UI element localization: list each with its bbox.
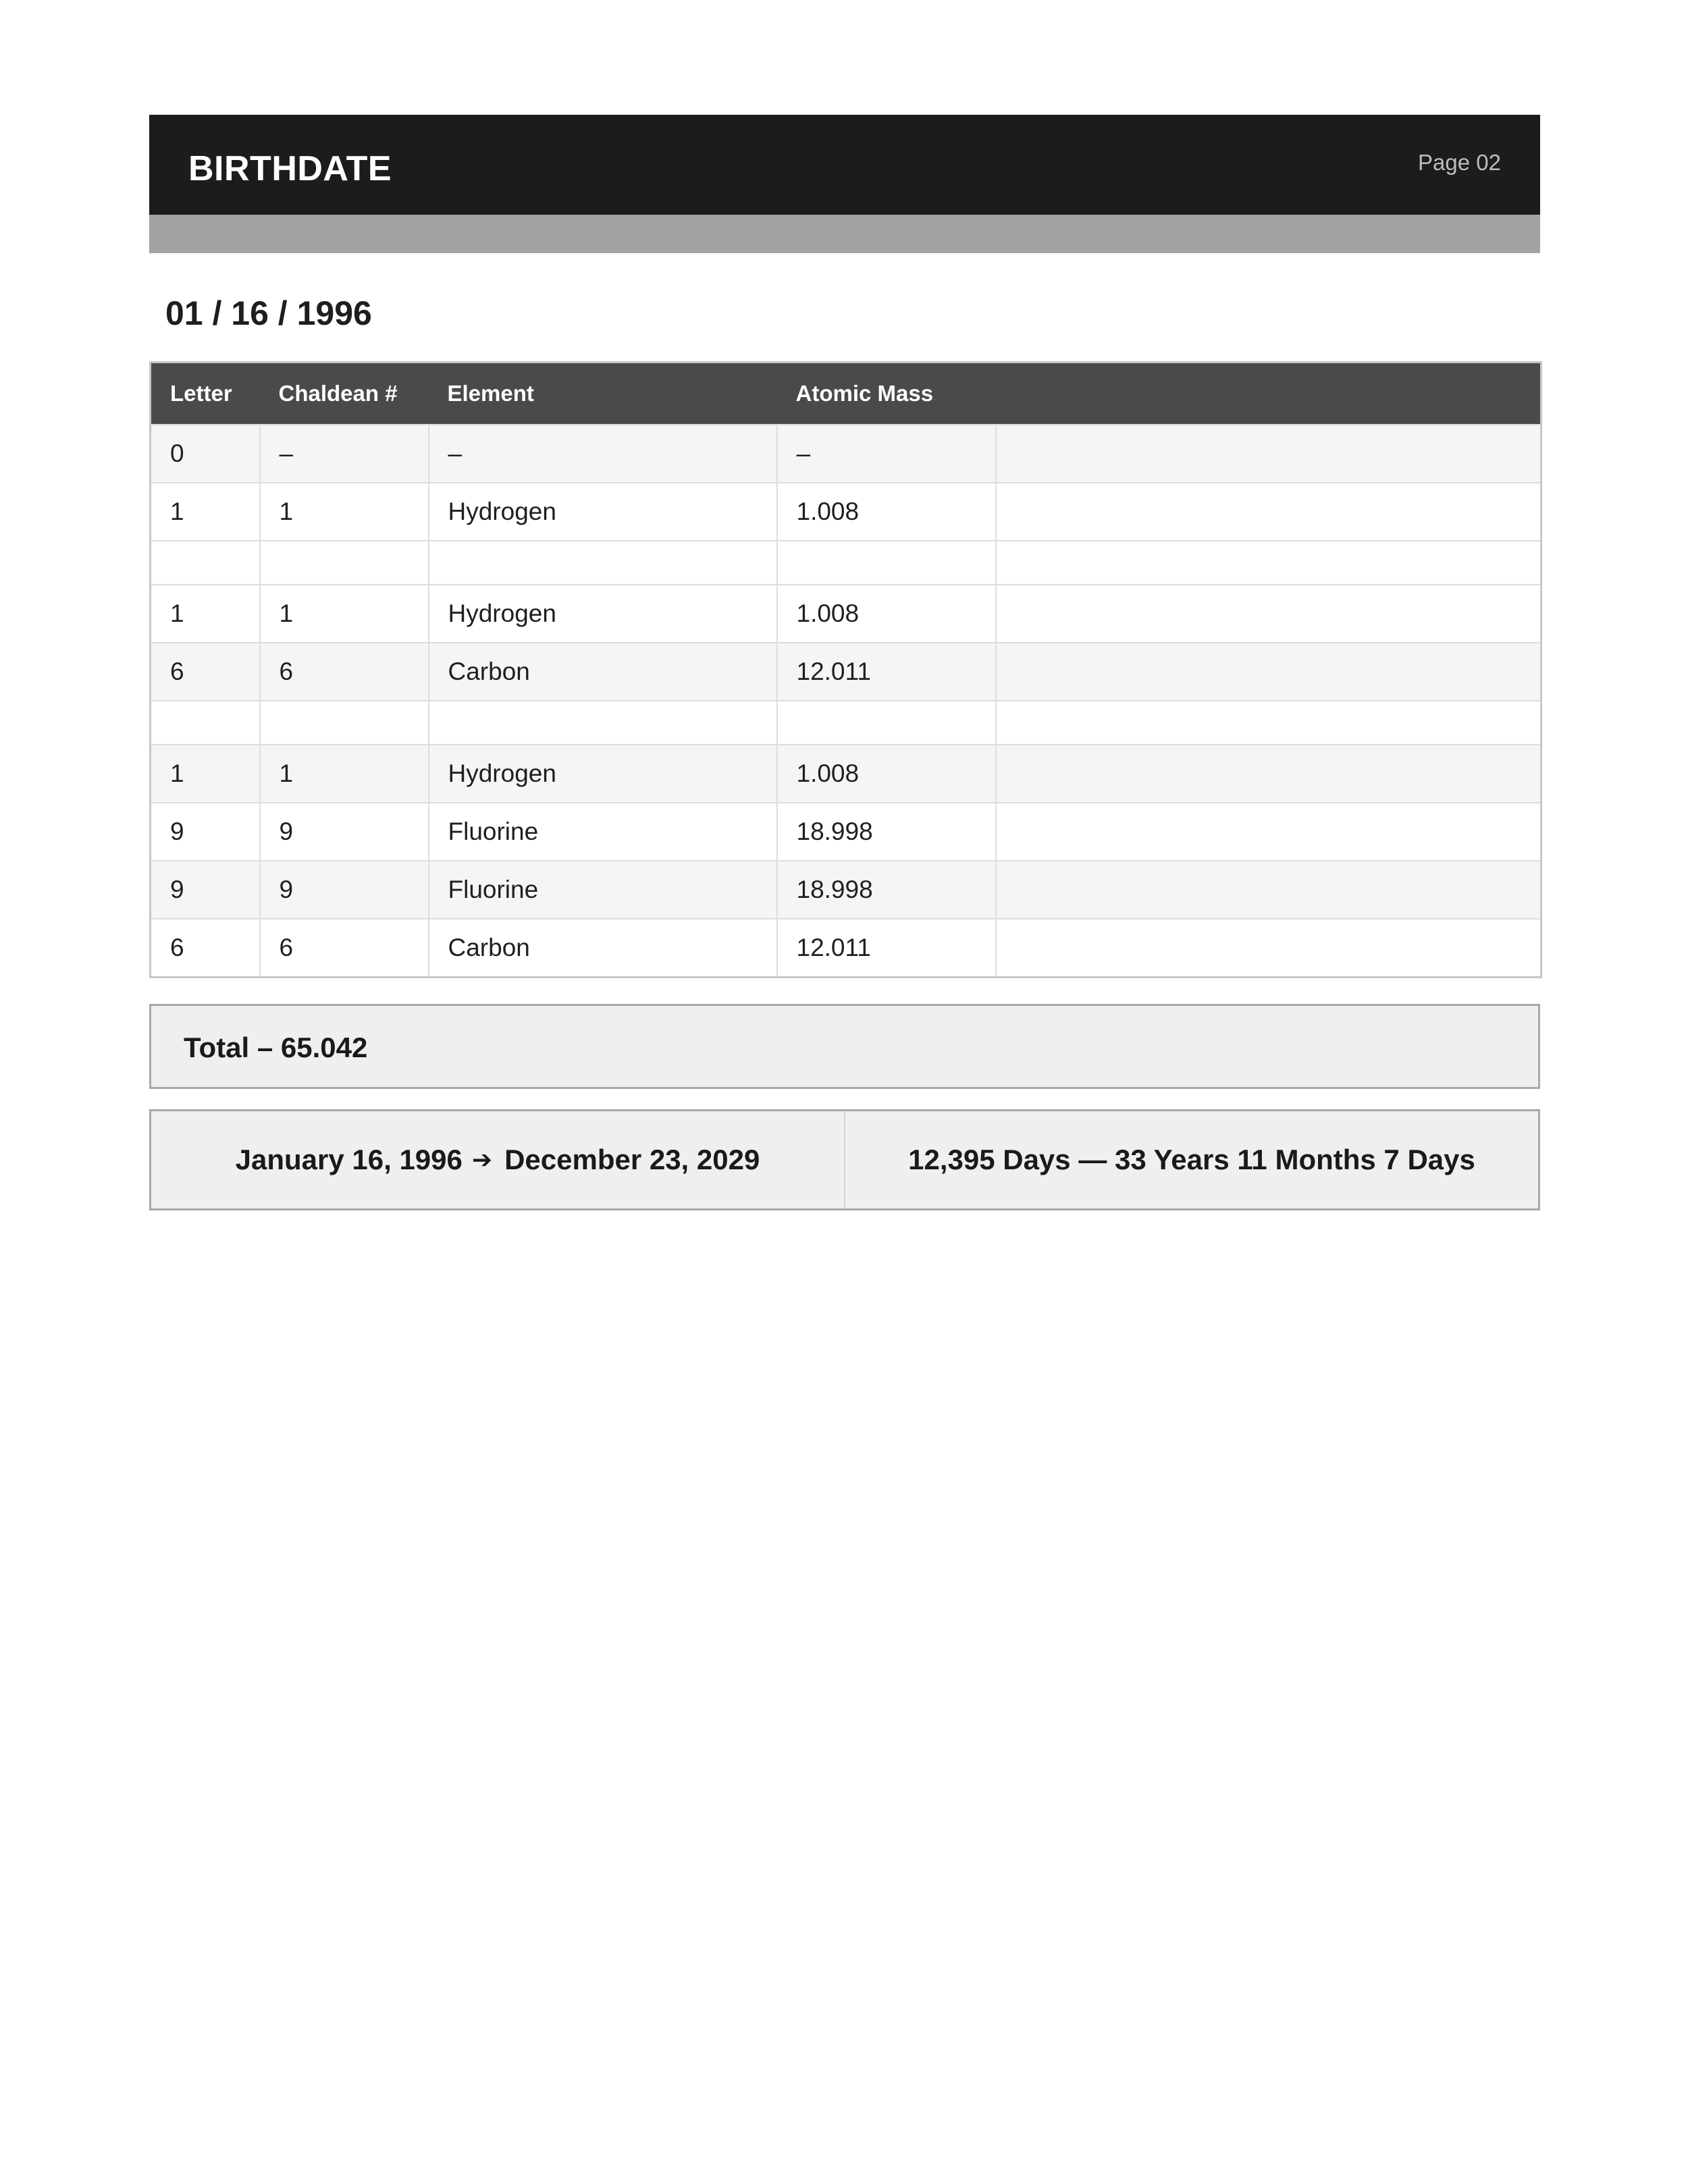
date-range-cell	[151, 1111, 844, 1208]
table-row	[151, 745, 1541, 803]
cell-atomic-mass: 1.008	[777, 745, 996, 803]
cell-element: Fluorine	[429, 803, 777, 861]
cell-chaldean: 6	[260, 919, 429, 978]
column-header-element: Element	[429, 363, 777, 425]
column-header-letter: Letter	[151, 363, 260, 425]
total-value: Total – 65.042	[184, 1032, 368, 1063]
cell-atomic-mass: 18.998	[777, 861, 996, 919]
cell-extra	[996, 643, 1541, 701]
cell-letter: 6	[151, 919, 260, 978]
table-row	[151, 803, 1541, 861]
total-box	[149, 1004, 1540, 1089]
cell-chaldean: 9	[260, 803, 429, 861]
cell-element: Hydrogen	[429, 745, 777, 803]
cell-atomic-mass	[777, 541, 996, 585]
cell-letter	[151, 541, 260, 585]
cell-element: Carbon	[429, 919, 777, 978]
duration-cell	[844, 1111, 1538, 1208]
cell-atomic-mass: 1.008	[777, 585, 996, 643]
cell-extra	[996, 585, 1541, 643]
arrow-right-icon: ➔	[471, 1146, 493, 1173]
date-span-box	[149, 1109, 1540, 1210]
cell-chaldean: 1	[260, 585, 429, 643]
table-row	[151, 585, 1541, 643]
cell-chaldean: 1	[260, 483, 429, 541]
table-row	[151, 861, 1541, 919]
cell-letter: 9	[151, 861, 260, 919]
cell-extra	[996, 803, 1541, 861]
cell-chaldean	[260, 701, 429, 745]
cell-atomic-mass: 18.998	[777, 803, 996, 861]
cell-element: Hydrogen	[429, 483, 777, 541]
birthdate-heading: 01 / 16 / 1996	[165, 294, 372, 332]
cell-extra	[996, 701, 1541, 745]
cell-element: Fluorine	[429, 861, 777, 919]
cell-atomic-mass: 12.011	[777, 643, 996, 701]
header-sub-bar	[149, 215, 1540, 253]
cell-extra	[996, 919, 1541, 978]
cell-chaldean: 1	[260, 745, 429, 803]
cell-letter: 1	[151, 585, 260, 643]
start-date: January 16, 1996	[235, 1144, 463, 1175]
document-page	[149, 115, 1540, 1210]
cell-letter	[151, 701, 260, 745]
table-row	[151, 483, 1541, 541]
table-row	[151, 643, 1541, 701]
table-row	[151, 919, 1541, 978]
duration-text: 12,395 Days — 33 Years 11 Months 7 Days	[908, 1144, 1475, 1175]
cell-extra	[996, 425, 1541, 483]
cell-letter: 6	[151, 643, 260, 701]
cell-chaldean	[260, 541, 429, 585]
page-title: BIRTHDATE	[188, 149, 392, 188]
cell-atomic-mass: –	[777, 425, 996, 483]
element-table	[149, 361, 1542, 978]
end-date: December 23, 2029	[504, 1144, 760, 1175]
cell-element: Carbon	[429, 643, 777, 701]
cell-chaldean: 9	[260, 861, 429, 919]
table-header-row	[151, 363, 1541, 425]
cell-element: –	[429, 425, 777, 483]
cell-extra	[996, 483, 1541, 541]
cell-letter: 0	[151, 425, 260, 483]
cell-atomic-mass: 1.008	[777, 483, 996, 541]
cell-chaldean: 6	[260, 643, 429, 701]
column-header-chaldean: Chaldean #	[260, 363, 429, 425]
cell-element	[429, 701, 777, 745]
column-header-atomic-mass: Atomic Mass	[777, 363, 996, 425]
table-spacer-row	[151, 541, 1541, 585]
page-number: Page 02	[1418, 150, 1501, 175]
cell-extra	[996, 861, 1541, 919]
cell-extra	[996, 745, 1541, 803]
header-bar	[149, 115, 1540, 215]
table-row	[151, 425, 1541, 483]
cell-letter: 9	[151, 803, 260, 861]
table-spacer-row	[151, 701, 1541, 745]
cell-atomic-mass: 12.011	[777, 919, 996, 978]
cell-chaldean: –	[260, 425, 429, 483]
cell-letter: 1	[151, 745, 260, 803]
cell-element	[429, 541, 777, 585]
cell-atomic-mass	[777, 701, 996, 745]
cell-letter: 1	[151, 483, 260, 541]
cell-extra	[996, 541, 1541, 585]
cell-element: Hydrogen	[429, 585, 777, 643]
column-header-extra	[996, 363, 1541, 425]
